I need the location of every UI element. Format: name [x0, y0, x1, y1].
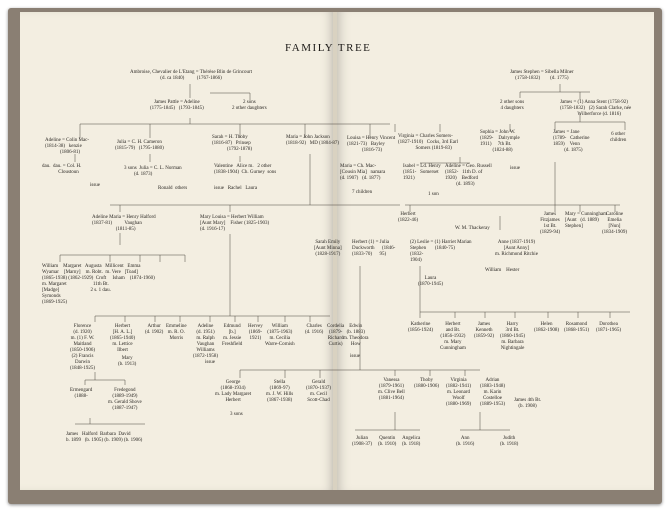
tree-node-james-kenneth: James Kenneth (1859-92) [474, 322, 494, 339]
tree-node-issue-edwin: issue [350, 354, 360, 359]
tree-node-gerald: Gerald (1870-1937) m. Cecil Scott-Chad [306, 380, 331, 403]
tree-node-thoby: Thoby (1880-1906) [414, 378, 439, 389]
tree-node-sarah-prinsep: Sarah = H. Thoby (1816-87) Prinsep (1792-1878) [212, 135, 252, 152]
tree-node-hervey: Hervey (1869- 1921) [248, 324, 263, 341]
tree-node-katherine: Katherine (1856-1924) [408, 322, 433, 333]
tree-node-ermengard: Ermengard (1888- [70, 388, 93, 399]
tree-node-virginia: Virginia = Charles Somers- (1827-1910) Cocks, 3rd Earl Somers (1819-83) [398, 134, 458, 151]
tree-node-six-other: 6 other children [610, 132, 627, 143]
tree-node-stella: Stella (1869-97) m. J. W. Hills (1867-1938) [266, 380, 294, 403]
tree-node-louisa: Louisa = Henry Vincent (1821-73) Bayley (1816-73) [347, 136, 396, 153]
tree-node-william-fisher: William (1875-1963) m. Cecilia Warre-Cornish [265, 324, 295, 347]
tree-node-william-hester: William Hester [485, 268, 520, 273]
tree-node-ann: Ann (b. 1916) [456, 436, 475, 447]
tree-node-harry: Harry 3rd Bt. (1860-1945) m. Barbara Nightingale [500, 322, 525, 351]
tree-node-seven-children: 7 children [352, 190, 373, 195]
tree-node-maria-mcnamara: Maria = Ch. Mac- [Cousin Mia] namara (d. 1907) (d. 1877) [340, 164, 386, 181]
tree-node-thackeray: W. M. Thackeray [455, 226, 490, 231]
tree-node-judith: Judith (b. 1918) [500, 436, 519, 447]
tree-node-one-son: 1 son [428, 192, 439, 197]
tree-node-isabel: Isabel = Ld. Henry (1851- Somerset 1921) [403, 164, 441, 181]
tree-node-dorothea: Dorothea (1871-1965) [596, 322, 621, 333]
tree-node-fredegond: Fredegond (1889-1949) m. Gerald Shove (1887-1947) [108, 388, 142, 411]
tree-node-edmund: Edmund [b.] m. Jessie Freshfield [222, 324, 243, 347]
tree-node-james-fitzjames: James Fitzjames 1st Bt. (1829-94) [540, 212, 560, 235]
tree-node-quentin: Quentin (b. 1910) [378, 436, 397, 447]
tree-node-laura: Laura (1870-1945) [418, 276, 443, 287]
tree-node-rosamond: Rosamond (1868-1951) [564, 322, 589, 333]
tree-node-issue-rachel: issue Rachel Laura [214, 186, 258, 191]
page-title: FAMILY TREE [285, 42, 372, 54]
tree-node-pattle: James Pattle = Adeline (1775-1845) (1793-1845) [150, 100, 204, 111]
tree-node-mary-cunningham: Mary = Cunningham [Aunt (d. 1889) Stephen] [565, 212, 607, 229]
tree-node-adeline-colin: Adeline = Colin Mac- (1814-38) kenzie (1806-81) [45, 138, 90, 155]
tree-node-twosons-top: 2 sons 2 other daughters [232, 100, 267, 111]
tree-node-florence: Florence (d. 1920) m. (1) F. W. Maitland (1850-1906) (2) Francis Darwin (1848-1925) [70, 324, 95, 371]
tree-node-maitland-children: James Halford Barbara David b. 1899 (b. 1905) (b. 1909) (b. 1906) [66, 432, 143, 443]
tree-node-dau-cloustoun: dau. dau. = Col. H. Cloustoun [42, 164, 82, 175]
tree-node-helen: Helen (1862-1908) [534, 322, 559, 333]
tree-node-arthur: Arthur (d. 1902) [145, 324, 164, 335]
tree-node-jane-venn: James = Jane (1789- Catherine 1859) Venn (d. 1875) [553, 130, 590, 153]
tree-node-sarah-duckworth: Sarah Emily [Aunt Minna] (1828-1917) [314, 240, 342, 257]
tree-node-adeline-fisher: Adeline (d. 1951) m. Ralph Vaughan Williams (1872-1958) [193, 324, 218, 359]
tree-node-herbert-hal: Herbert [H. A. L.] (1865-1940) m. Lettice Ilbert [110, 324, 135, 353]
tree-node-adeline-vaughan: Adeline Maria = Henry Halford (1837-81) Vaughan (1811-85) [92, 215, 156, 232]
tree-node-virginia-woolf: Virginia (1882-1941) m. Leonard Woolf (1880-1969) [446, 378, 471, 407]
tree-node-children-vaughan: William Margaret Augusta Millicent Emma Wyamar [Marny] m. Robt. m. Vere [Toad] (1865-1938) (1862-1929) Croft Isham (1874-1960) m. Margaret 11th Bt. [Madge] 2 s. 1 dau. Symonds (1869-1925) [42, 264, 155, 305]
tree-node-three-sons: 3 sons [230, 412, 243, 417]
tree-node-stephen: James Stephen = Sibella Milner (1758-1832) (d. 1775) [510, 70, 574, 81]
tree-node-adrian: Adrian (1883-1948) m. Karin Costelloe (1889-1953) [480, 378, 505, 407]
tree-node-ronald: Ronald others [158, 186, 188, 191]
tree-node-issue-1: issue [90, 183, 100, 188]
tree-node-caroline: Caroline Emelia [Nun] (1834-1909) [602, 212, 627, 235]
tree-node-julian: Julian (1908-37) [352, 436, 372, 447]
tree-node-herbert-duckworth: Herbert (1) = Julia Duckworth (1846- (1833-70) 95) [352, 240, 396, 257]
tree-node-angelica: Angelica (b. 1918) [402, 436, 421, 447]
tree-node-ambroise: Ambroise, Chevalier de L'Etang = Thérèse Blin de Grincourt (d. ca 1840) (1767-1866) [130, 70, 253, 81]
tree-node-james-4th: James 4th Bt. (b. 1908) [514, 398, 542, 409]
tree-node-adeline-russell: Adeline = Geo. Russell (1852- 11th D. of 1920) Bedford (d. 1893) [445, 164, 492, 187]
tree-node-leslie: (2) Leslie = (1) Harriet Marian Stephen (1840-75) (1832- 1904) [410, 240, 472, 263]
tree-node-james-stephen-2: James = (1) Anna Stent (1758-92) (1758-1832) (2) Sarah Clarke, née Wilberforce (d. 1816) [560, 100, 632, 117]
tree-node-herbert-1822: Herbert (1822-46) [398, 212, 418, 223]
tree-node-herbert-3rd: Herbert and Bt. (1856-1932) m. Mary Cunningham [440, 322, 466, 351]
tree-node-vanessa: Vanessa (1879-1961) m. Clive Bell (1881-1964) [378, 378, 405, 401]
tree-node-charles: Charles (d. 1916) [305, 324, 324, 335]
tree-node-valentine: Valentine Alice m. 2 other (1838-1904) Ch. Gurney sons [214, 164, 277, 175]
tree-node-issue-adeline: issue [205, 360, 215, 365]
tree-node-anne: Anne (1837-1919) [Aunt Anny] m. Richmond Ritchie [495, 240, 538, 257]
tree-node-sophia: Sophia = John W. (1829- Dalrymple 1911) 7th Bt. (1824-88) [480, 130, 520, 153]
tree-node-julia-cameron: Julia = C. H. Cameron (1815-79) (1795-1880) [115, 140, 164, 151]
tree-node-emmeline: Emmeline m. R. O. Morris [166, 324, 187, 341]
tree-node-maria-jackson: Maria = John Jackson (1818-92) MD (1804-87) [286, 135, 340, 146]
tree-node-cordelia: Cordelia (1879- Richard Curtis) [327, 324, 345, 347]
tree-node-george: George (1868-1934) m. Lady Margaret Herbert [215, 380, 252, 403]
tree-node-mary-issue: Mary (b. 1913) [118, 356, 137, 367]
tree-node-edwin: Edwin (b. 1883) m. Theodora How [343, 324, 369, 347]
tree-node-mary-fisher: Mary Louisa = Herbert William [Aunt Mary] Fisher (1825-1903) (d. 1916-17) [200, 215, 270, 232]
tree-node-two-other-sons: 2 other sons 4 daughters [500, 100, 525, 111]
tree-node-julia-norman: 3 sons Julia = C. L. Norman (d. 1873) [124, 166, 182, 177]
tree-node-issue-2: issue [510, 166, 520, 171]
